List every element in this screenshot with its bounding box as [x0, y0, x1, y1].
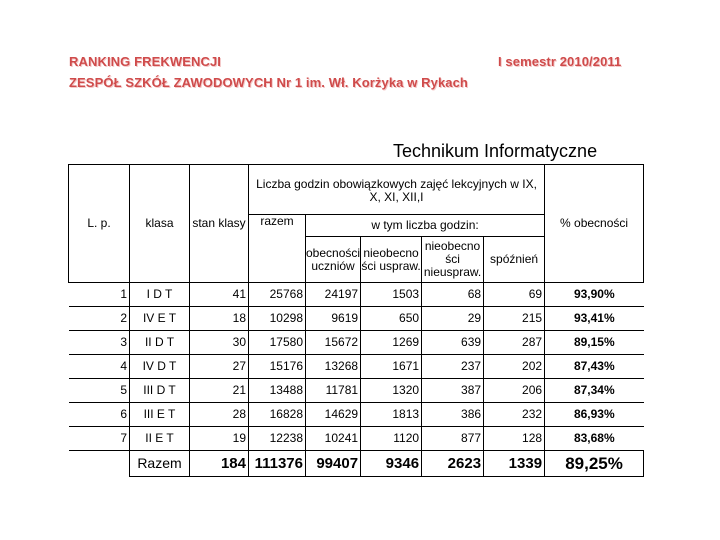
row-spoznien: 69: [484, 283, 545, 307]
row-spoznien: 232: [484, 403, 545, 427]
row-obecnosci: 9619: [306, 307, 361, 331]
row-stan: 41: [190, 283, 249, 307]
col-header-razem: razem: [249, 215, 306, 283]
row-lp: 4: [69, 355, 130, 379]
row-lp: 7: [69, 427, 130, 451]
row-nieuspraw: 386: [422, 403, 484, 427]
row-razem: 15176: [249, 355, 306, 379]
table-row: [69, 283, 644, 307]
row-uspraw: 650: [361, 307, 422, 331]
row-stan: 27: [190, 355, 249, 379]
totals-stan: 184: [190, 451, 249, 477]
row-pct: 93,90%: [545, 283, 644, 307]
row-obecnosci: 13268: [306, 355, 361, 379]
col-header-nieobecnosci-nieuspraw: nieobecno ści nieuspraw.: [422, 237, 484, 283]
totals-nieuspraw: 2623: [422, 451, 484, 477]
row-klasa: III E T: [130, 403, 190, 427]
totals-pct: 89,25%: [545, 451, 644, 477]
row-razem: 17580: [249, 331, 306, 355]
row-spoznien: 215: [484, 307, 545, 331]
table-row: [69, 379, 644, 403]
program-subtitle: Technikum Informatyczne: [393, 141, 598, 161]
row-obecnosci: 14629: [306, 403, 361, 427]
row-nieuspraw: 29: [422, 307, 484, 331]
row-stan: 21: [190, 379, 249, 403]
row-spoznien: 287: [484, 331, 545, 355]
row-klasa: III D T: [130, 379, 190, 403]
row-pct: 83,68%: [545, 427, 644, 451]
row-spoznien: 202: [484, 355, 545, 379]
col-header-klasa: klasa: [130, 165, 190, 283]
row-uspraw: 1503: [361, 283, 422, 307]
col-header-pct: % obecności: [545, 165, 644, 283]
table-row: [69, 331, 644, 355]
totals-row: [69, 451, 644, 477]
row-razem: 16828: [249, 403, 306, 427]
row-razem: 12238: [249, 427, 306, 451]
row-obecnosci: 24197: [306, 283, 361, 307]
semester-label: I semestr 2010/2011: [498, 54, 622, 69]
row-lp: 3: [69, 331, 130, 355]
row-nieuspraw: 68: [422, 283, 484, 307]
totals-spoznien: 1339: [484, 451, 545, 477]
row-spoznien: 206: [484, 379, 545, 403]
row-razem: 10298: [249, 307, 306, 331]
row-obecnosci: 15672: [306, 331, 361, 355]
row-klasa: IV D T: [130, 355, 190, 379]
col-header-spoznien: spóźnień: [484, 237, 545, 283]
col-header-lp: L. p.: [69, 165, 130, 283]
row-klasa: I D T: [130, 283, 190, 307]
totals-razem: 111376: [249, 451, 306, 477]
row-razem: 13488: [249, 379, 306, 403]
row-uspraw: 1120: [361, 427, 422, 451]
row-pct: 93,41%: [545, 307, 644, 331]
row-lp: 1: [69, 283, 130, 307]
col-header-w-tym: w tym liczba godzin:: [306, 215, 545, 237]
row-lp: 6: [69, 403, 130, 427]
school-name: ZESPÓŁ SZKÓŁ ZAWODOWYCH Nr 1 im. Wł. Korżyka w Rykach: [69, 75, 468, 90]
row-spoznien: 128: [484, 427, 545, 451]
totals-label: Razem: [130, 451, 190, 477]
table-row: [69, 307, 644, 331]
col-header-stan-klasy: stan klasy: [190, 165, 249, 283]
row-stan: 28: [190, 403, 249, 427]
totals-uspraw: 9346: [361, 451, 422, 477]
row-nieuspraw: 877: [422, 427, 484, 451]
row-uspraw: 1320: [361, 379, 422, 403]
totals-obecnosci: 99407: [306, 451, 361, 477]
attendance-table: [68, 164, 644, 477]
col-header-nieobecnosci-uspraw: nieobecno ści uspraw.: [361, 237, 422, 283]
row-stan: 19: [190, 427, 249, 451]
row-obecnosci: 10241: [306, 427, 361, 451]
row-obecnosci: 11781: [306, 379, 361, 403]
row-klasa: II D T: [130, 331, 190, 355]
table-row: [69, 355, 644, 379]
row-pct: 89,15%: [545, 331, 644, 355]
table-row: [69, 427, 644, 451]
report-title: RANKING FREKWENCJI: [69, 54, 222, 69]
row-nieuspraw: 387: [422, 379, 484, 403]
header-row-1: [69, 165, 644, 215]
row-nieuspraw: 639: [422, 331, 484, 355]
row-stan: 30: [190, 331, 249, 355]
row-pct: 87,34%: [545, 379, 644, 403]
row-uspraw: 1813: [361, 403, 422, 427]
row-lp: 2: [69, 307, 130, 331]
row-pct: 87,43%: [545, 355, 644, 379]
row-klasa: IV E T: [130, 307, 190, 331]
row-nieuspraw: 237: [422, 355, 484, 379]
row-razem: 25768: [249, 283, 306, 307]
col-header-hours-group: Liczba godzin obowiązkowych zajęć lekcyjnych w IX, X, XI, XII,I: [249, 165, 545, 215]
row-uspraw: 1671: [361, 355, 422, 379]
row-klasa: II E T: [130, 427, 190, 451]
row-lp: 5: [69, 379, 130, 403]
row-pct: 86,93%: [545, 403, 644, 427]
table-row: [69, 403, 644, 427]
row-uspraw: 1269: [361, 331, 422, 355]
row-stan: 18: [190, 307, 249, 331]
col-header-obecnosci: obecności uczniów: [306, 237, 361, 283]
